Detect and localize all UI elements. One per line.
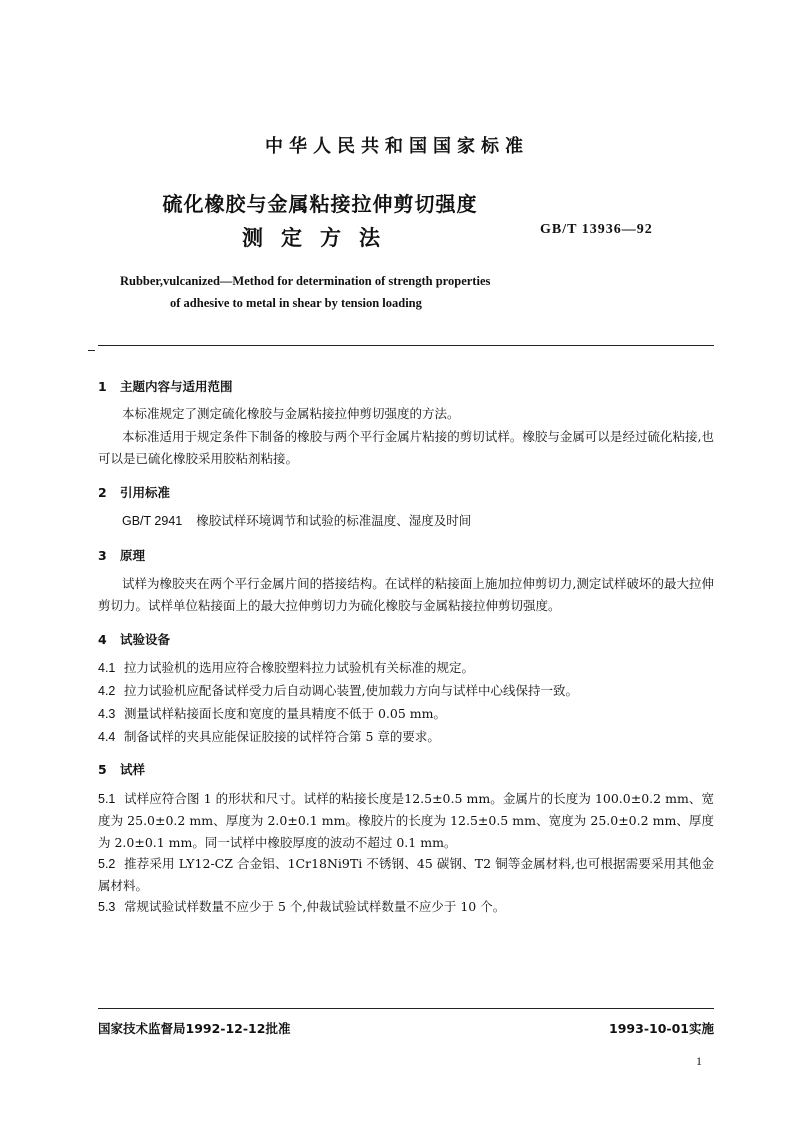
section-1-paragraph-2: 本标准适用于规定条件下制备的橡胶与两个平行金属片粘接的剪切试样。橡胶与金属可以是经过硫化粘接,也可以是已硫化橡胶采用胶粘剂粘接。 [98,429,714,466]
section-3-heading [98,546,145,564]
item-number: 4.4 [98,730,116,744]
item-number: 4.3 [98,707,116,721]
section-title: 原理 [120,548,146,563]
item-text: 测量试样粘接面长度和宽度的量具精度不低于 0.05 mm。 [124,706,446,721]
list-item [98,726,714,748]
list-item [98,657,714,679]
section-title: 试验设备 [120,632,171,647]
section-1-paragraph-1: 本标准规定了测定硫化橡胶与金属粘接拉伸剪切强度的方法。 [122,406,460,421]
section-number: 5 [98,762,107,777]
section-1-heading [98,377,233,395]
section-number: 4 [98,632,107,647]
list-item [98,703,714,725]
reference-title: 橡胶试样环境调节和试验的标准温度、湿度及时间 [196,513,472,528]
footer-divider [98,1008,714,1009]
item-text: 推荐采用 LY12-CZ 合金铝、1Cr18Ni9Ti 不锈钢、45 碳钢、T2 铜等金属材料,也可根据需要采用其他金属材料。 [98,856,714,893]
list-item [98,788,714,854]
item-text: 拉力试验机的选用应符合橡胶塑料拉力试验机有关标准的规定。 [124,660,475,675]
english-title-line2: of adhesive to metal in shear by tension loading [170,296,422,310]
list-item [98,853,714,897]
section-title: 引用标准 [120,485,171,500]
section-2-heading [98,483,170,501]
page-number: 1 [696,1054,702,1068]
standard-number: GB/T 13936—92 [540,222,653,237]
item-number: 5.2 [98,857,116,871]
list-item [98,680,714,702]
item-text: 常规试验试样数量不应少于 5 个,仲裁试验试样数量不应少于 10 个。 [124,899,506,914]
english-title-line1: Rubber,vulcanized—Method for determination of strength properties [120,274,491,288]
item-number: 5.1 [98,792,116,806]
reference-code: GB/T 2941 [122,514,183,528]
section-5-heading [98,760,145,778]
section-title: 主题内容与适用范围 [120,379,233,394]
implementation-date: 1993-10-01实施 [609,1021,714,1036]
item-number: 4.1 [98,661,116,675]
approval-note: 国家技术监督局1992-12-12批准 [98,1021,291,1036]
document-title-line2: 测定方法 [242,226,398,250]
list-item [98,896,714,918]
item-text: 制备试样的夹具应能保证胶接的试样符合第 5 章的要求。 [124,729,440,744]
header-divider [98,345,714,346]
section-3-paragraph: 试样为橡胶夹在两个平行金属片间的搭接结构。在试样的粘接面上施加拉伸剪切力,测定试样破坏的最大拉伸剪切力。试样单位粘接面上的最大拉伸剪切力为硫化橡胶与金属粘接拉伸剪切强度。 [98,576,714,613]
section-number: 2 [98,485,107,500]
section-title: 试样 [120,762,146,777]
item-number: 4.2 [98,684,116,698]
section-4-heading [98,630,170,648]
item-text: 拉力试验机应配备试样受力后自动调心装置,使加载力方向与试样中心线保持一致。 [124,683,578,698]
section-number: 1 [98,379,107,394]
item-text: 试样应符合图 1 的形状和尺寸。试样的粘接长度是12.5±0.5 mm。金属片的长度为 100.0±0.2 mm、宽度为 25.0±0.2 mm、厚度为 2.0±0.1 mm。橡胶片的长度为 12.5±0.5 mm、宽度为 25.0±0.2 mm、厚度为 2.0±0.1 mm。同一试样中橡胶厚度的波动不超过 0.1 mm。 [98,791,714,850]
margin-mark [88,350,95,351]
item-number: 5.3 [98,900,116,914]
section-2-reference [98,510,714,532]
document-title-line1: 硫化橡胶与金属粘接拉伸剪切强度 [162,192,478,216]
national-standard-heading: 中华人民共和国国家标准 [265,136,529,157]
section-number: 3 [98,548,107,563]
